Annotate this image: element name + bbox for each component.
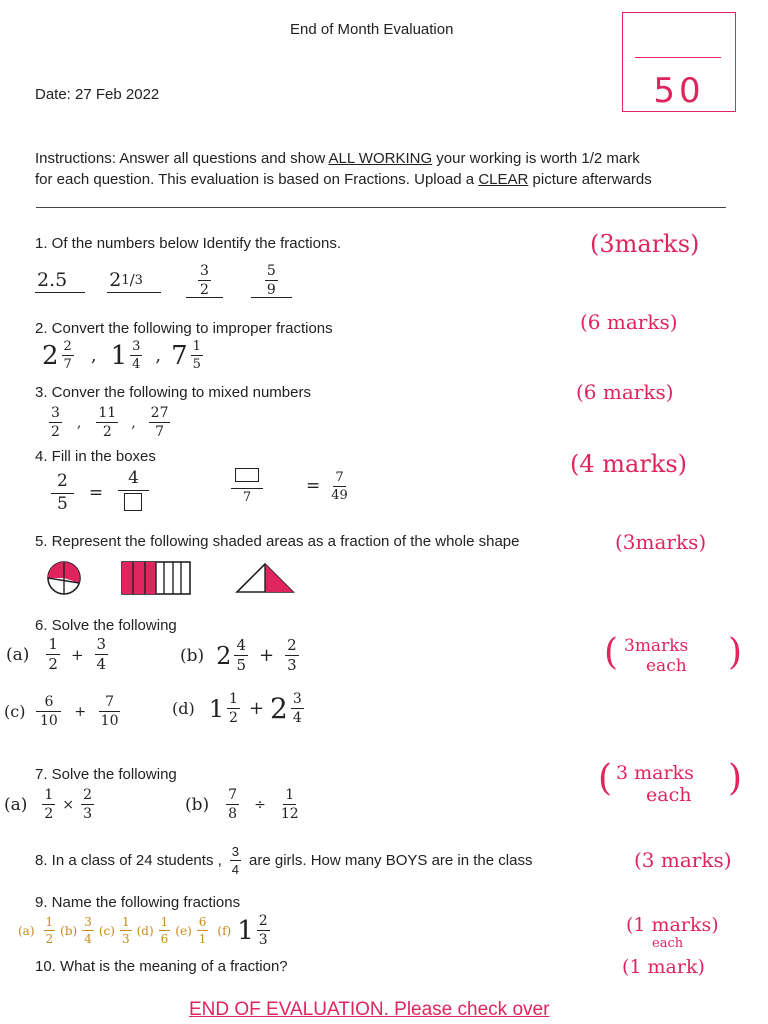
divider <box>36 207 726 208</box>
fraction-given: $\frac{2}{5}$ <box>51 473 74 513</box>
fraction: $\frac{1}{2}$ <box>48 635 58 673</box>
fraction: $\frac{2}{3}$ <box>258 913 268 948</box>
fraction: $\frac{1}{2}$ <box>45 915 54 946</box>
fraction: $\frac{3}{4}$ <box>96 635 107 673</box>
comma: , <box>76 414 82 431</box>
question-9: 9. Name the following fractions <box>35 894 241 911</box>
question-6: 6. Solve the following <box>35 617 177 634</box>
fraction: $\frac{3}{4}$ <box>231 844 240 877</box>
fraction: $\frac{2}{3}$ <box>287 636 297 674</box>
plus: + <box>70 645 84 664</box>
question-6-marks: ( 3marks each ) <box>604 632 743 676</box>
fraction: $\frac{6}{1}$ <box>198 915 207 946</box>
question-4-left <box>48 470 152 515</box>
marks-line-a: (1 marks) <box>626 914 719 936</box>
question-5: 5. Represent the following shaded areas as a fraction of the whole shape <box>35 533 520 550</box>
question-1-marks: (3marks) <box>590 230 700 258</box>
fraction: $\frac{3}{4}$ <box>292 691 302 726</box>
comma: , <box>90 345 97 366</box>
fraction: $\frac{6}{10}$ <box>36 695 61 728</box>
question-7a: (a) $\frac{1}{2}$ × $\frac{2}{3}$ <box>4 787 92 822</box>
plus: + <box>258 645 275 666</box>
question-4: 4. Fill in the boxes <box>35 448 156 465</box>
clear-emphasis: CLEAR <box>478 171 529 188</box>
question-1: 1. Of the numbers below Identify the fractions. <box>35 235 341 252</box>
fraction: $\frac{1}{6}$ <box>160 915 169 946</box>
answer-box <box>235 468 259 482</box>
fraction-target: $\frac{7}{49}$ <box>331 469 348 503</box>
fraction: $\frac{2}{3}$ <box>83 787 92 822</box>
question-6d: (d) 1 $\frac{1}{2}$ + 2 $\frac{3}{4}$ <box>172 691 302 726</box>
question-1-items <box>35 264 295 298</box>
question-8-marks: (3 marks) <box>634 848 732 872</box>
answer-box <box>124 493 142 511</box>
shaded-triangle <box>237 564 293 592</box>
question-4-marks: (4 marks) <box>570 450 688 478</box>
mixed-3: 7 $\frac{1}{5}$ <box>171 339 201 372</box>
all-working-emphasis: ALL WORKING <box>328 150 433 167</box>
question-3-marks: (6 marks) <box>576 380 674 404</box>
question-5-marks: (3marks) <box>615 530 707 554</box>
plus: + <box>74 703 87 720</box>
marks-line-b: each <box>646 784 692 806</box>
times: × <box>62 796 75 813</box>
marks-line-a: 3 marks <box>616 762 694 784</box>
question-3: 3. Conver the following to mixed numbers <box>35 384 311 401</box>
comma: , <box>131 414 136 431</box>
score-value: 50 <box>653 71 705 111</box>
score-box <box>622 12 736 112</box>
question-7b: (b) $\frac{7}{8}$ ÷ $\frac{1}{12}$ <box>185 787 299 822</box>
slash: / <box>129 271 135 289</box>
date-label: Date: 27 Feb 2022 <box>35 86 160 103</box>
question-7: 7. Solve the following <box>35 766 177 783</box>
question-6b: (b) 2 $\frac{4}{5}$ + $\frac{2}{3}$ <box>180 636 297 674</box>
question-3-items <box>46 406 173 439</box>
question-8: 8. In a class of 24 students , $\frac{3}{4}$ are girls. How many BOYS are in the class <box>35 844 533 877</box>
question-7-marks: ( 3 marks each ) <box>598 758 743 806</box>
page-title: End of Month Evaluation <box>290 21 454 38</box>
fraction: $\frac{1}{3}$ <box>121 915 130 946</box>
fraction: $\frac{1}{2}$ <box>229 691 238 726</box>
marks-line-a: 3marks <box>624 636 689 656</box>
fraction: $\frac{7}{8}$ <box>228 787 238 822</box>
question-2-items <box>42 340 206 371</box>
fraction-1: $\frac{3}{2}$ <box>51 405 60 440</box>
question-9-items: (a) $\frac{1}{2}$ (b) $\frac{3}{4}$ (c) $\frac{1}{3}$ (d) $\frac{1}{6}$ (e) $\frac{6}{1}$ (f) 1 $\frac{2}{3}$ <box>18 913 268 948</box>
item-fraction-a: $\frac{3}{2}$ <box>186 264 223 298</box>
question-4-right <box>228 468 351 504</box>
question-10-marks: (1 mark) <box>622 956 705 978</box>
equals: = <box>306 476 321 496</box>
instructions-line-2: for each question. This evaluation is based on Fractions. Upload a CLEAR picture afterwards <box>35 171 652 188</box>
marks-line-b: each <box>652 936 684 951</box>
comma: , <box>155 345 162 366</box>
divide: ÷ <box>254 796 266 813</box>
fraction: $\frac{1}{2}$ <box>44 787 54 822</box>
shaded-rectangle <box>122 562 190 594</box>
fraction-3: $\frac{27}{7}$ <box>150 405 169 440</box>
fraction: $\frac{7}{10}$ <box>100 694 119 729</box>
equals: = <box>88 482 104 503</box>
fraction-box-top: 7 <box>231 468 263 504</box>
item-decimal: 2.5 <box>35 269 85 293</box>
question-6c: (c) $\frac{6}{10}$ + $\frac{7}{10}$ <box>4 694 119 729</box>
shaded-shapes <box>44 560 304 596</box>
question-2: 2. Convert the following to improper fractions <box>35 320 333 337</box>
mixed-1: 2 $\frac{2}{7}$ <box>42 339 72 372</box>
plus: + <box>248 698 265 719</box>
question-6a: (a) $\frac{1}{2}$ + $\frac{3}{4}$ <box>6 635 107 673</box>
mixed-2: 1 $\frac{3}{4}$ <box>110 339 141 372</box>
end-of-evaluation: END OF EVALUATION. Please check over <box>189 999 550 1020</box>
question-9-marks <box>626 912 756 952</box>
score-line <box>635 57 721 58</box>
item-fraction-b: $\frac{5}{9}$ <box>251 264 292 298</box>
instructions-line-1: Instructions: Answer all questions and show ALL WORKING your working is worth 1/2 mark <box>35 150 640 167</box>
fraction: $\frac{3}{4}$ <box>84 915 92 946</box>
fraction: $\frac{4}{5}$ <box>236 636 246 674</box>
item-mixed: 2 1 / 3 <box>107 269 161 293</box>
question-10: 10. What is the meaning of a fraction? <box>35 958 288 975</box>
question-2-marks: (6 marks) <box>580 310 678 334</box>
fraction-with-box: 4 <box>118 470 149 515</box>
marks-line-b: each <box>646 656 687 676</box>
fraction: $\frac{1}{12}$ <box>280 787 299 822</box>
fraction-2: $\frac{11}{2}$ <box>98 405 117 440</box>
shaded-circle <box>48 562 80 594</box>
